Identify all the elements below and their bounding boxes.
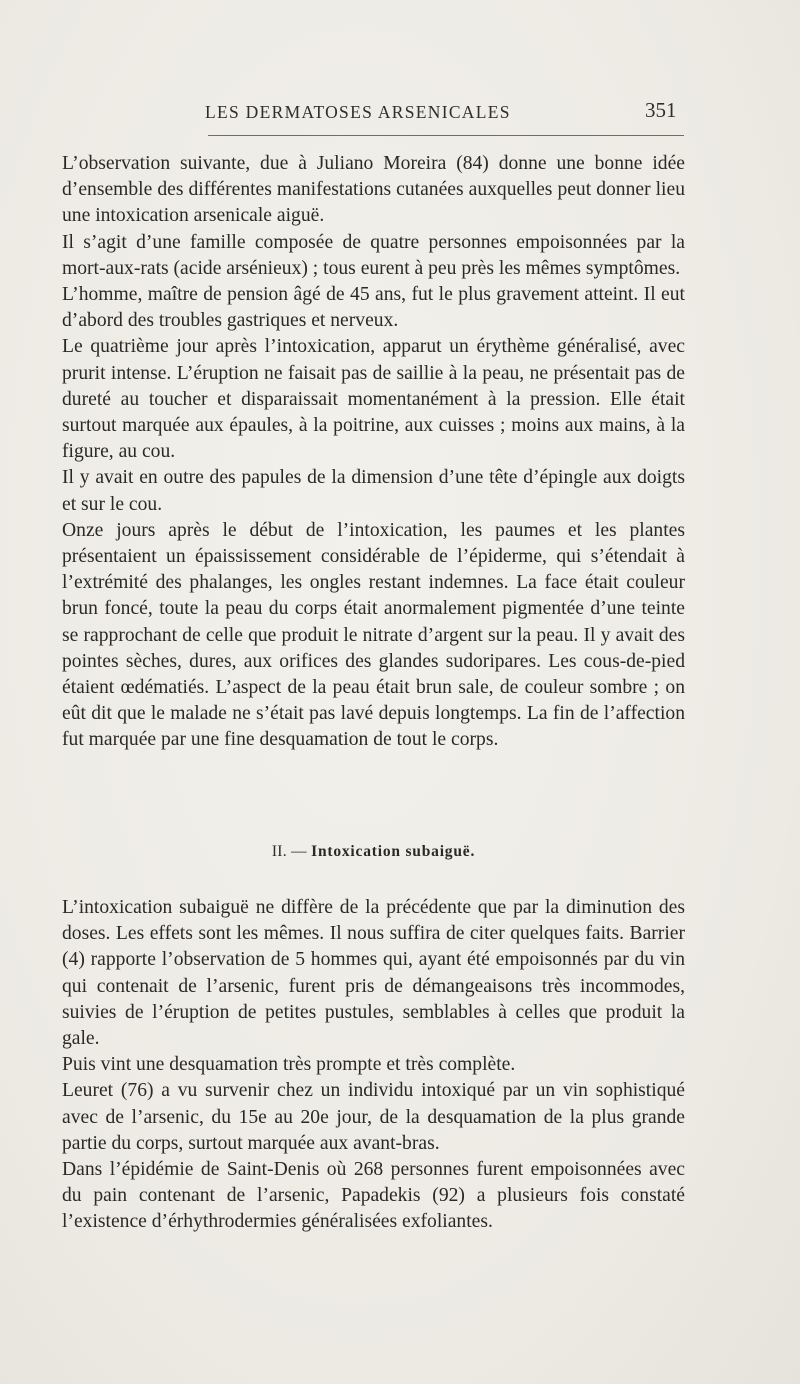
paragraph: L’observation suivante, due à Juliano Moreira (84) donne une bonne idée d’ensemble des différentes manifestations cutanées auxquelles peut donner lieu une intoxication arsenicale aiguë. (62, 153, 685, 227)
section-number: II. — (271, 843, 307, 860)
text-block-subacute (62, 895, 685, 1236)
paragraph: L’intoxication subaiguë ne diffère de la précédente que par la diminution des doses. Les effets sont les mêmes. Il nous suffira de citer quelques faits. Barrier (4) rapporte l’observation de 5 hommes qui, ayant été empoisonnés par du vin qui contenait de l’arsenic, furent pris de démangeaisons très incommodes, suivies de l’éruption de petites pustules, semblables à celles que produit la gale. (62, 897, 685, 1050)
paragraph: Il s’agit d’une famille composée de quatre personnes empoisonnées par la mort-aux-rats (acide arsénieux) ; tous eurent à peu près les mêmes symptômes. (62, 231, 685, 279)
paragraph: Leuret (76) a vu survenir chez un individu intoxiqué par un vin sophistiqué avec de l’arsenic, du 15e au 20e jour, de la desquamation de la plus grande partie du corps, surtout marquée aux avant-bras. (62, 1080, 685, 1154)
paragraph: L’homme, maître de pension âgé de 45 ans, fut le plus gravement atteint. Il eut d’abord des troubles gastriques et nerveux. (62, 284, 685, 332)
text-block-acute (62, 151, 685, 754)
paragraph: Il y avait en outre des papules de la dimension d’une tête d’épingle aux doigts et sur le cou. (62, 467, 685, 515)
section-heading (62, 843, 685, 861)
section-title: Intoxication subaiguë. (311, 843, 476, 860)
header-rule (208, 135, 684, 136)
paragraph: Puis vint une desquamation très prompte et très complète. (62, 1054, 516, 1076)
paragraph: Dans l’épidémie de Saint-Denis où 268 personnes furent empoisonnées avec du pain contenant de l’arsenic, Papadekis (92) a plusieurs fois constaté l’existence d’érhythrodermies généralisées exfoliantes. (62, 1159, 685, 1233)
page-number: 351 (645, 98, 677, 122)
paragraph: Onze jours après le début de l’intoxication, les paumes et les plantes présentaient un épaississement considérable de l’épiderme, qui s’étendait à l’extrémité des phalanges, les ongles restant indemnes. La face était couleur brun foncé, toute la peau du corps était anormalement pigmentée d’une teinte se rapprochant de celle que produit le nitrate d’argent sur la peau. Il y avait des pointes sèches, dures, aux orifices des glandes sudoripares. Les cous-de-pied étaient œdématiés. L’aspect de la peau était brun sale, de couleur sombre ; on eût dit que le malade ne s’était pas lavé depuis longtemps. La fin de l’affection fut marquée par une fine desquamation de tout le corps. (62, 519, 685, 751)
paragraph: Le quatrième jour après l’intoxication, apparut un érythème généralisé, avec prurit intense. L’éruption ne faisait pas de saillie à la peau, ne présentait pas de dureté au toucher et disparaissait momentanément à la pression. Elle était surtout marquée aux épaules, à la poitrine, aux cuisses ; moins aux mains, à la figure, au cou. (62, 336, 685, 463)
running-title: LES DERMATOSES ARSENICALES (205, 102, 511, 122)
